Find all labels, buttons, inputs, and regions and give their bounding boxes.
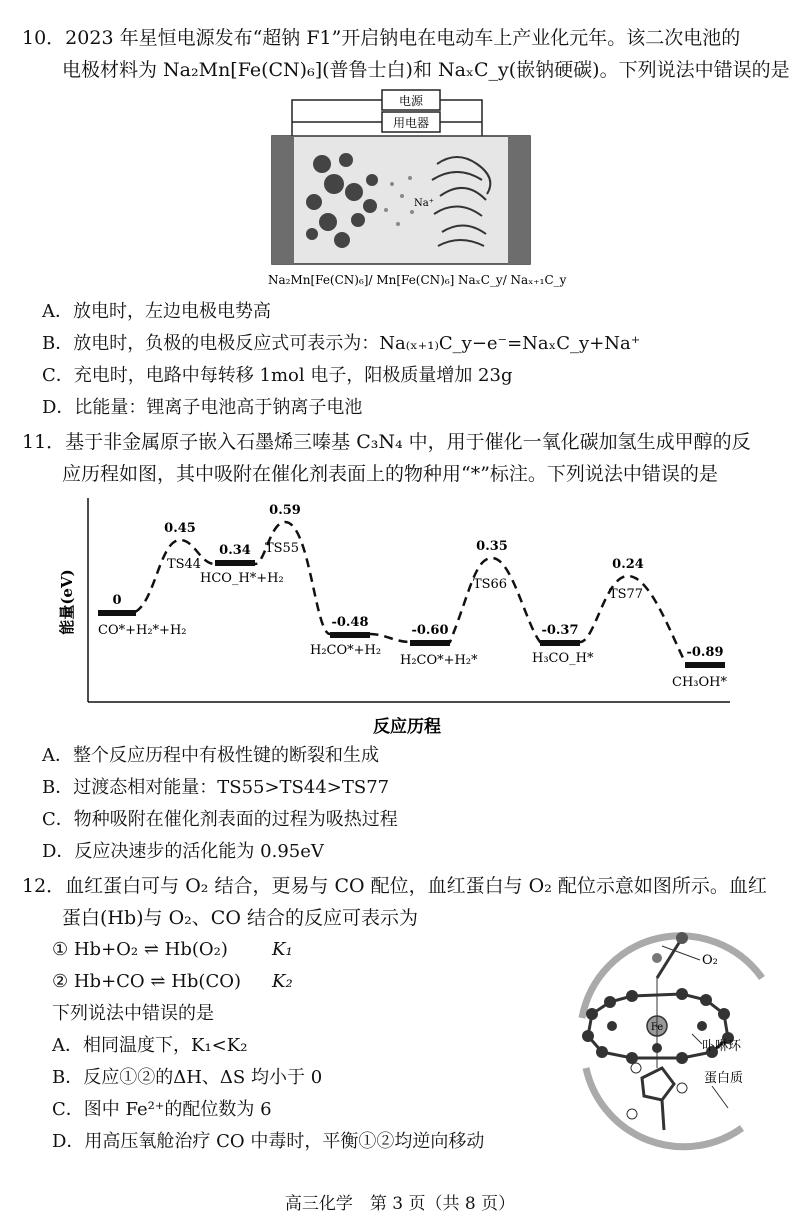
protein-label: 蛋白质 — [704, 1071, 744, 1086]
x-axis-label: 反应历程 — [373, 717, 441, 737]
q11-line2: 应历程如图，其中吸附在催化剂表面上的物种用“*”标注。下列说法中错误的是 — [62, 463, 718, 485]
q12-equation-1: ① Hb+O₂ ⇌ Hb(O₂) — [52, 939, 228, 960]
level-value-3: -0.60 — [411, 623, 449, 638]
right-electrode-caption: NaₓC_y/ Naₓ₊₁C_y — [458, 273, 567, 287]
ts-value-3: 0.24 — [612, 557, 644, 572]
level-bar-2 — [330, 632, 370, 638]
ts-value-1: 0.59 — [269, 503, 301, 518]
o2-label: O₂ — [702, 953, 718, 968]
porphyrin-ring-label: 卟啉环 — [702, 1039, 742, 1054]
q12-prompt: 下列说法中错误的是 — [52, 1003, 214, 1024]
level-label-4: H₃CO_H* — [532, 651, 594, 666]
ts-label-3: TS77 — [608, 587, 644, 602]
q10-line2: 电极材料为 Na₂Mn[Fe(CN)₆](普鲁士白)和 NaₓC_y(嵌钠硬碳)。下列说法中错误的是 — [62, 59, 790, 81]
ts-label-1: TS55 — [264, 541, 300, 556]
q10-option-b: B．放电时，负极的电极反应式可表示为：Na₍ₓ₊₁₎C_y−e⁻=NaₓC_y+Na⁺ — [42, 333, 641, 354]
level-bar-1 — [215, 560, 255, 566]
power-source-label: 电源 — [398, 94, 424, 108]
level-value-5: -0.89 — [686, 645, 724, 660]
q11-line1: 11．基于非金属原子嵌入石墨烯三嗪基 C₃N₄ 中，用于催化一氧化碳加氢生成甲醇的反 — [22, 431, 751, 453]
q11-option-d: D．反应决速步的活化能为 0.95eV — [42, 841, 324, 862]
y-axis-label: 能量(eV) — [58, 569, 76, 635]
left-electrode — [272, 136, 294, 264]
level-bar-0 — [98, 610, 136, 616]
q11-option-c: C．物种吸附在催化剂表面的过程为吸热过程 — [42, 809, 398, 830]
q10-line1: 10．2023 年星恒电源发布“超钠 F1”开启钠电在电动车上产业化元年。该二次电池的 — [22, 27, 741, 49]
level-value-1: 0.34 — [219, 543, 251, 558]
q11-option-a: A．整个反应历程中有极性键的断裂和生成 — [42, 745, 379, 766]
q12-line1: 12．血红蛋白可与 O₂ 结合，更易与 CO 配位，血红蛋白与 O₂ 配位示意如图所示。血红 — [22, 875, 767, 897]
right-electrode — [508, 136, 530, 264]
hemoglobin-figure — [552, 918, 784, 1158]
left-electrode-caption: Na₂Mn[Fe(CN)₆]/ Mn[Fe(CN)₆] — [268, 273, 455, 287]
q10-option-c: C．充电时，电路中每转移 1mol 电子，阳极质量增加 23g — [42, 365, 513, 386]
level-bar-5 — [685, 662, 725, 668]
level-value-4: -0.37 — [541, 623, 579, 638]
q11-option-b: B．过渡态相对能量：TS55>TS44>TS77 — [42, 777, 390, 798]
ts-label-0: TS44 — [166, 557, 202, 572]
level-label-1: HCO_H*+H₂ — [200, 571, 284, 586]
level-label-0: CO*+H₂*+H₂ — [98, 623, 187, 638]
load-label: 用电器 — [392, 116, 430, 130]
ts-value-2: 0.35 — [476, 539, 508, 554]
level-label-2: H₂CO*+H₂ — [310, 643, 382, 658]
level-value-2: -0.48 — [331, 615, 369, 630]
q12-line2: 蛋白(Hb)与 O₂、CO 结合的反应可表示为 — [62, 907, 418, 929]
fe-label: Fe — [650, 1022, 664, 1033]
q10-option-a: A．放电时，左边电极电势高 — [42, 301, 271, 322]
q12-option-c: C．图中 Fe²⁺的配位数为 6 — [52, 1099, 272, 1120]
level-bar-3 — [410, 640, 450, 646]
q12-option-d: D．用高压氧舱治疗 CO 中毒时，平衡①②均逆向移动 — [52, 1131, 485, 1152]
q12-equation-1-k: K₁ — [272, 939, 293, 960]
na-ion-label: Na⁺ — [414, 198, 434, 209]
q12-equation-2: ② Hb+CO ⇌ Hb(CO) — [52, 971, 242, 992]
ts-label-2: TS66 — [472, 577, 508, 592]
level-label-3: H₂CO*+H₂* — [400, 653, 478, 668]
level-bar-4 — [540, 640, 580, 646]
energy-profile-chart — [60, 492, 740, 740]
q12-option-a: A．相同温度下，K₁<K₂ — [52, 1035, 248, 1056]
level-value-0: 0 — [112, 593, 122, 608]
q10-option-d: D．比能量：锂离子电池高于钠离子电池 — [42, 397, 363, 418]
q12-equation-2-k: K₂ — [272, 971, 293, 992]
ts-value-0: 0.45 — [164, 521, 196, 536]
battery-figure — [262, 84, 567, 294]
q12-option-b: B．反应①②的ΔH、ΔS 均小于 0 — [52, 1067, 323, 1088]
page-footer: 高三化学 第 3 页（共 8 页） — [284, 1194, 516, 1214]
level-label-5: CH₃OH* — [672, 675, 727, 690]
